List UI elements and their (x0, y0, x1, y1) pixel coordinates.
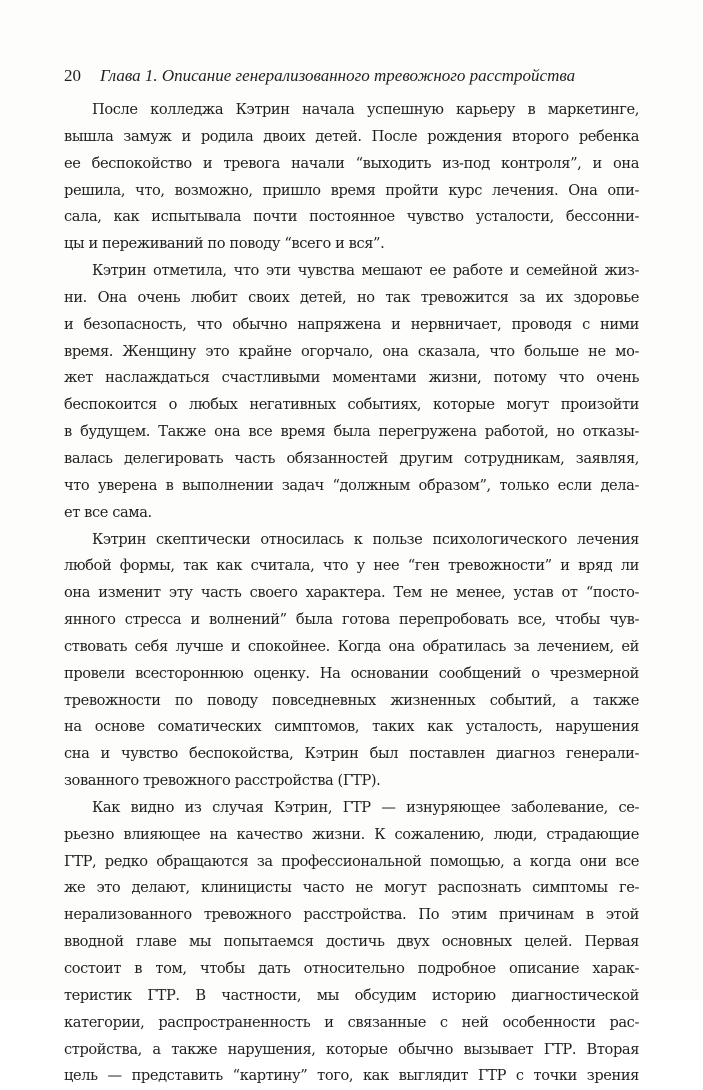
text-line: тревожности по поводу повседневных жизненных событий, а также (64, 691, 639, 709)
text-line: состоит в том, чтобы дать относительно подробное описание харак- (64, 960, 639, 977)
text-line: ствовать себя лучше и спокойнее. Когда она обратилась за лечением, ей (64, 637, 639, 655)
text-line: теристик ГТР. В частности, мы обсудим историю диагностической (64, 986, 639, 1004)
running-head (64, 64, 639, 88)
text-line: на основе соматических симптомов, таких как усталость, нарушения (64, 718, 639, 736)
text-line: После колледжа Кэтрин начала успешную карьеру в маркетинге, (92, 101, 639, 118)
text-line: решила, что, возможно, пришло время пройти курс лечения. Она опи- (64, 181, 639, 199)
text-line: цы и переживаний по поводу “всего и вся”. (64, 235, 385, 253)
text-line: ГТР, редко обращаются за профессиональной помощью, а когда они все (64, 852, 639, 870)
text-line: и безопасность, что обычно напряжена и нервничает, проводя с ними (64, 315, 639, 333)
text-line: сна и чувство беспокойства, Кэтрин был поставлен диагноз генерали- (64, 745, 639, 763)
text-line: ни. Она очень любит своих детей, но так тревожится за их здоровье (64, 288, 639, 306)
text-line: янного стресса и волнений” была готова перепробовать все, чтобы чув- (64, 611, 639, 629)
text-line: ее беспокойство и тревога начали “выходить из-под контроля”, и она (64, 154, 639, 172)
text-line: беспокоится о любых негативных событиях, которые могут произойти (64, 396, 639, 414)
text-line: же это делают, клиницисты часто не могут распознать симптомы ге- (64, 879, 639, 897)
text-line: Кэтрин скептически относилась к пользе психологического лечения (92, 530, 639, 548)
text-line: валась делегировать часть обязанностей другим сотрудникам, заявляя, (64, 449, 639, 467)
text-line: категории, распространенность и связанные с ней особенности рас- (64, 1013, 639, 1031)
text-line: время. Женщину это крайне огорчало, она сказала, что больше не мо- (64, 342, 639, 360)
body-text (64, 97, 639, 1090)
page-number: 20 (64, 66, 81, 85)
text-line: цель — представить “картину” того, как выглядит ГТР с точки зрения (64, 1067, 639, 1085)
text-line: ет все сама. (64, 503, 152, 521)
text-line: нерализованного тревожного расстройства. По этим причинам в этой (64, 906, 639, 924)
text-line: рьезно влияющее на качество жизни. К сожалению, люди, страдающие (64, 825, 639, 843)
text-line: вышла замуж и родила двоих детей. После рождения второго ребенка (64, 127, 639, 145)
text-line: сала, как испытывала почти постоянное чувство усталости, бессонни- (64, 208, 639, 226)
text-line: зованного тревожного расстройства (ГТР). (64, 772, 381, 790)
text-line: Как видно из случая Кэтрин, ГТР — изнуряющее заболевание, се- (92, 798, 639, 816)
text-line: Кэтрин отметила, что эти чувства мешают ее работе и семейной жиз- (92, 262, 639, 280)
text-line: что уверена в выполнении задач “должным образом”, только если дела- (64, 476, 639, 494)
text-line: жет наслаждаться счастливыми моментами жизни, потому что очень (64, 369, 639, 387)
chapter-title: Глава 1. Описание генерализованного тревожного расстройства (100, 66, 576, 85)
text-line: вводной главе мы попытаемся достичь двух основных целей. Первая (64, 933, 639, 951)
text-line: в будущем. Также она все время была перегружена работой, но отказы- (64, 423, 639, 441)
text-line: любой формы, так как считала, что у нее “ген тревожности” и вряд ли (64, 557, 639, 575)
text-line: она изменит эту часть своего характера. Тем не менее, устав от “посто- (64, 584, 639, 602)
text-line: стройства, а также нарушения, которые обычно вызывает ГТР. Вторая (64, 1040, 639, 1058)
text-line: провели всестороннюю оценку. На основании сообщений о чрезмерной (64, 664, 639, 682)
